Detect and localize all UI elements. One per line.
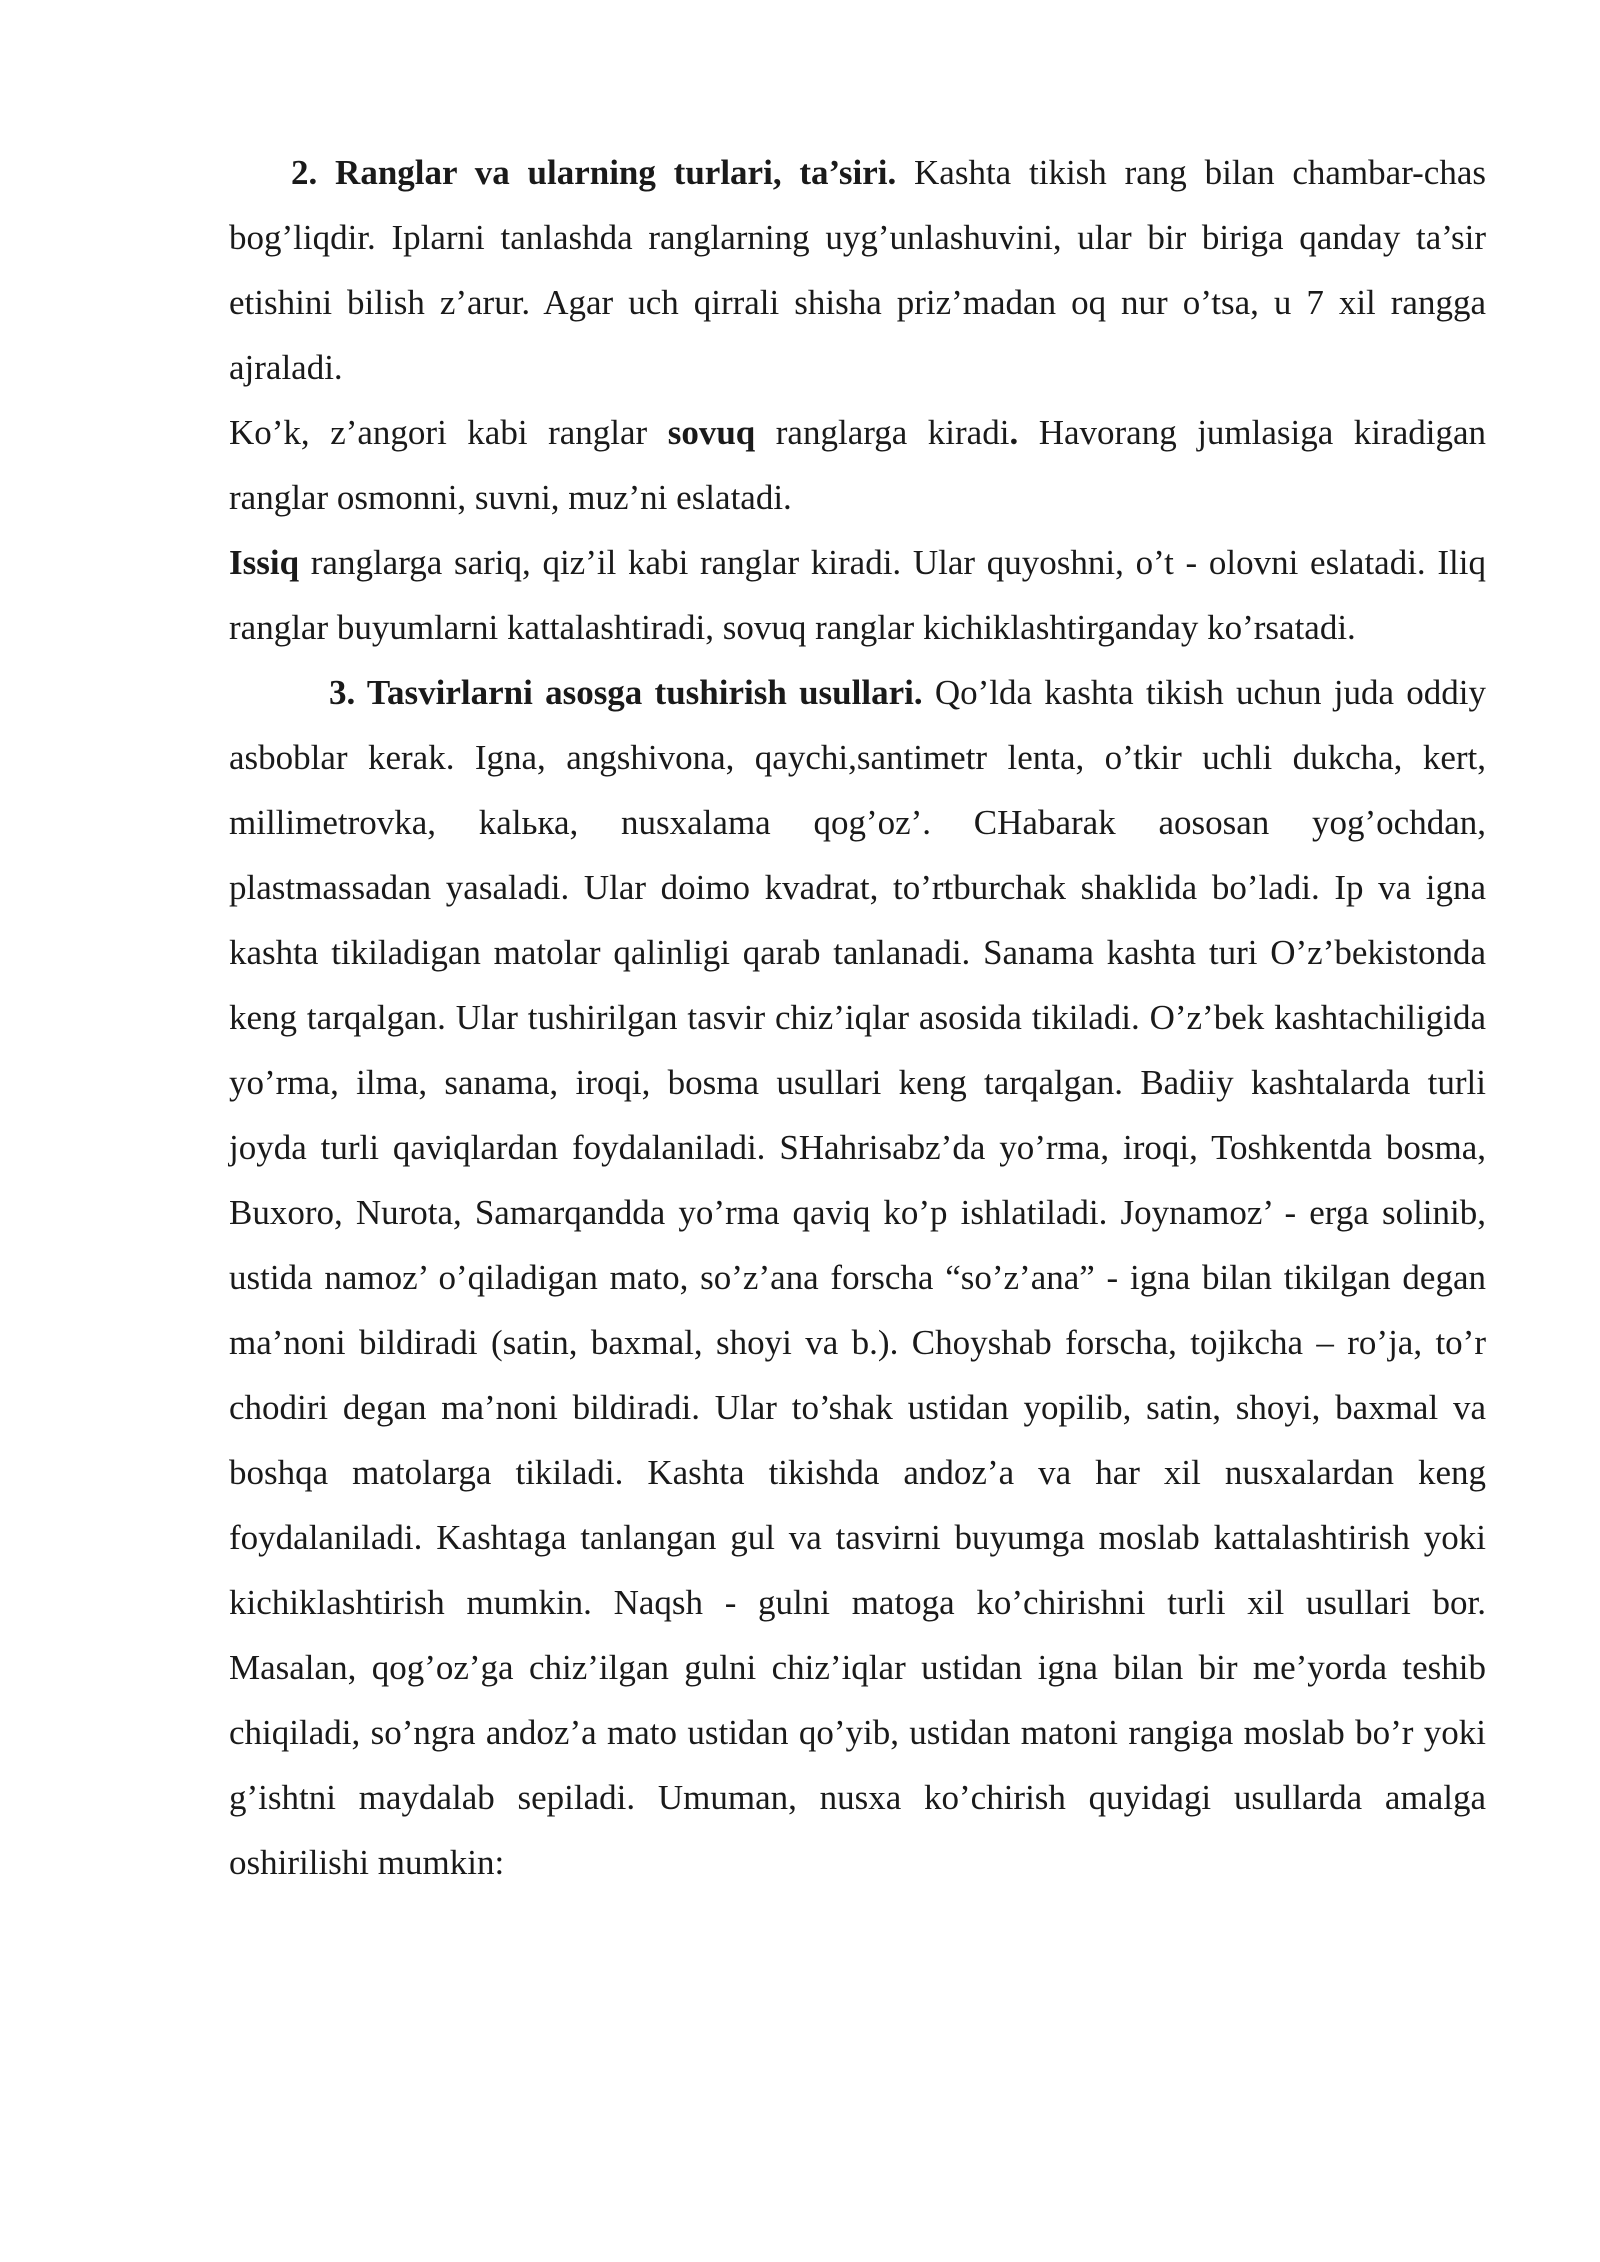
warm-colors-text: ranglarga sariq, qiz’il kabi ranglar kiradi. Ular quyoshni, o’t - olovni eslatadi. Iliq ranglar buyumlarni kattalashtiradi, sovuq ranglar kichiklashtirganday ko’rsatadi. [229,543,1486,647]
document-page [229,140,1486,1895]
section-2-heading: 2. Ranglar va ularning turlari, ta’siri. [291,153,897,192]
cold-colors-keyword: sovuq [667,413,756,452]
section-2-text: Kashta tikish rang bilan chambar-chas bog’liqdir. Iplarni tanlashda ranglarning uyg’unlashuvini, ular bir biriga qanday ta’sir etishini bilish z’arur. Agar uch qirrali shisha priz’madan oq nur o’tsa, u 7 xil rangga ajraladi. [229,153,1486,387]
section-2-paragraph [229,140,1486,400]
cold-colors-paragraph [229,400,1486,530]
warm-colors-keyword: Issiq [229,543,300,582]
cold-colors-period: . [1009,413,1019,452]
warm-colors-paragraph [229,530,1486,660]
section-3-text: Qo’lda kashta tikish uchun juda oddiy asboblar kerak. Igna, angshivona, qaychi,santimetr lenta, o’tkir uchli dukcha, kert, millimetrovka, kalька, nusxalama qog’oz’. CHabarak aososan yog’ochdan, plastmassadan yasaladi. Ular doimo kvadrat, to’rtburchak shaklida bo’ladi. Ip va igna kashta tikiladigan matolar qalinligi qarab tanlanadi. Sanama kashta turi O’z’bekistonda keng tarqalgan. Ular tushirilgan tasvir chiz’iqlar asosida tikiladi. O’z’bek kashtachiligida yo’rma, ilma, sanama, iroqi, bosma usullari keng tarqalgan. Badiiy kashtalarda turli joyda turli qaviqlardan foydalaniladi. SHahrisabz’da yo’rma, iroqi, Toshkentda bosma, Buxoro, Nurota, Samarqandda yo’rma qaviq ko’p ishlatiladi. Joynamoz’ - erga solinib, ustida namoz’ o’qiladigan mato, so’z’ana forscha “so’z’ana” - igna bilan tikilgan degan ma’noni bildiradi (satin, baxmal, shoyi va b.). Choyshab forscha, tojikcha – ro’ja, to’r chodiri degan ma’noni bildiradi. Ular to’shak ustidan yopilib, satin, shoyi, baxmal va boshqa matolarga tikiladi. Kashta tikishda andoz’a va har xil nusxalardan keng foydalaniladi. Kashtaga tanlangan gul va tasvirni buyumga moslab kattalashtirish yoki kichiklashtirish mumkin. Naqsh - gulni matoga ko’chirishni turli xil usullari bor. Masalan, qog’oz’ga chiz’ilgan gulni chiz’iqlar ustidan igna bilan bir me’yorda teshib chiqiladi, so’ngra andoz’a mato ustidan qo’yib, ustidan matoni rangiga moslab bo’r yoki g’ishtni maydalab sepiladi. Umuman, nusxa ko’chirish quyidagi usullarda amalga oshirilishi mumkin: [229,673,1486,1882]
section-3-paragraph [229,660,1486,1895]
section-3-heading: 3. Tasvirlarni asosga tushirish usullari. [329,673,923,712]
cold-colors-text-before: Ko’k, z’angori kabi ranglar [229,413,668,452]
cold-colors-text-after: ranglarga kiradi [755,413,1010,452]
cold-colors-text-tail: Havorang jumlasiga kiradigan ranglar osmonni, suvni, muz’ni eslatadi. [229,413,1486,517]
